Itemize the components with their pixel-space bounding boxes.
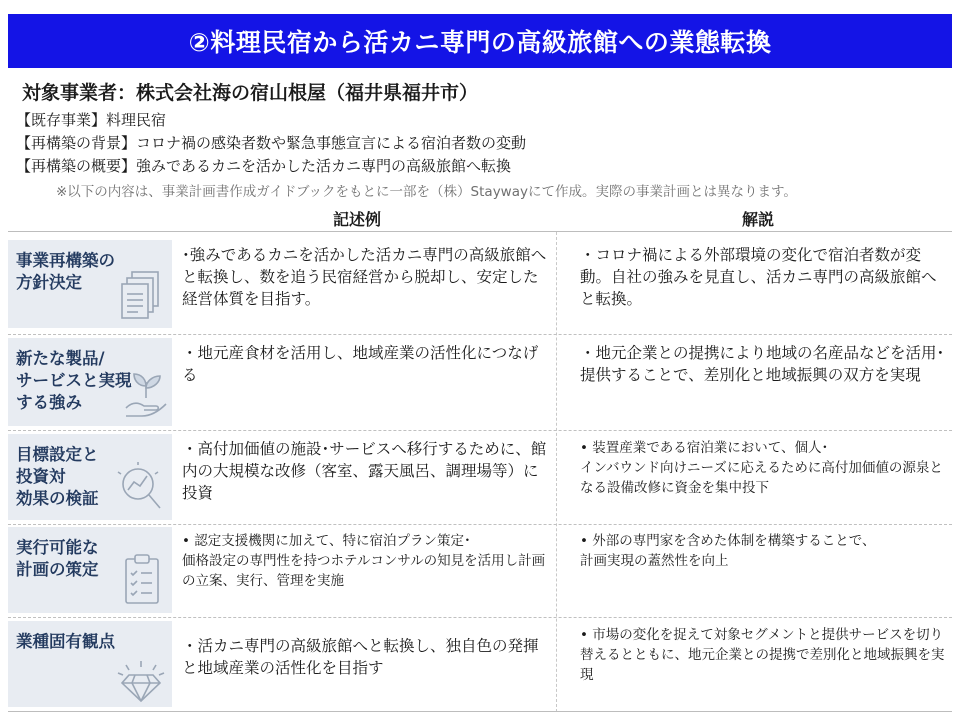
example-text: ・高付加価値の施設･サービスへ移行するために、館内の大規模な改修（客室、露天風呂、調理場等）に投資 [182,440,547,502]
row-label: 実行可能な 計画の策定 [16,538,99,579]
page-title: ②料理民宿から活カニ専門の高級旅館への業態転換 [8,14,952,68]
row-label: 新たな製品/ サービスと実現 する強み [16,349,132,412]
table-row [8,240,952,328]
column-header-explanation: 解説 [742,210,775,229]
table-bottom-divider [8,711,952,712]
row-label: 目標設定と 投資対 効果の検証 [16,445,99,508]
example-text: • 認定支援機関に加えて、特に宿泊プラン策定･ 価格設定の専門性を持つホテルコンサルの知見を活用し計画の立案、実行、管理を実施 [182,533,546,589]
disclaimer-note: ※以下の内容は、事業計画書作成ガイドブックをもとに一部を（株）Staywayにて作成。実際の事業計画とは異なります。 [56,184,797,200]
table-top-divider [8,231,952,232]
row-divider [8,524,952,525]
explanation-text: • 市場の変化を捉えて対象セグメントと提供サービスを切り替えるとともに、地元企業との提携で差別化と地域振興を実現 [580,627,945,683]
restructure-overview: 【再構築の概要】強みであるカニを活かした活カニ専門の高級旅館へ転換 [16,157,512,175]
row-divider [8,430,952,431]
table-row [8,434,952,520]
explanation-text: • 装置産業である宿泊業において、個人･ インバウンド向けニーズに応えるために高付加価値の源泉となる設備改修に資金を集中投下 [580,440,943,496]
table-row [8,621,952,707]
row-divider [8,617,952,618]
row-label-cell [8,338,172,426]
row-divider [8,334,952,335]
column-header-example: 記述例 [333,210,382,229]
table-row [8,338,952,426]
explanation-text: • 外部の専門家を含めた体制を構築することで、 計画実現の蓋然性を向上 [580,533,876,569]
restructure-background: 【再構築の背景】コロナ禍の感染者数や緊急事態宣言による宿泊者数の変動 [16,134,527,152]
example-text: ・地元産食材を活用し、地域産業の活性化につなげる [182,344,539,384]
existing-business: 【既存事業】料理民宿 [16,111,167,129]
row-label-cell [8,434,172,520]
table-row [8,527,952,613]
explanation-text: ・地元企業との提携により地域の名産品などを活用･提供することで、差別化と地域振興の双方を実現 [580,344,945,384]
row-label: 事業再構築の 方針決定 [16,251,115,292]
example-text: ・活カニ専門の高級旅館へと転換し、独自色の発揮と地域産業の活性化を目指す [182,637,539,677]
diamond-icon [116,657,166,705]
row-label-cell [8,621,172,707]
row-label-cell [8,240,172,328]
row-label-cell [8,527,172,613]
explanation-text: ・コロナ禍による外部環境の変化で宿泊者数が変動。自社の強みを見直し、活カニ専門の高級旅館へと転換。 [580,246,937,308]
row-label: 業種固有観点 [16,632,115,651]
example-text: ･強みであるカニを活かした活カニ専門の高級旅館へと転換し、数を追う民宿経営から脱却し、安定した経営体質を目指す。 [182,246,547,308]
subject-company: 対象事業者：株式会社海の宿山根屋（福井県福井市） [22,82,479,104]
